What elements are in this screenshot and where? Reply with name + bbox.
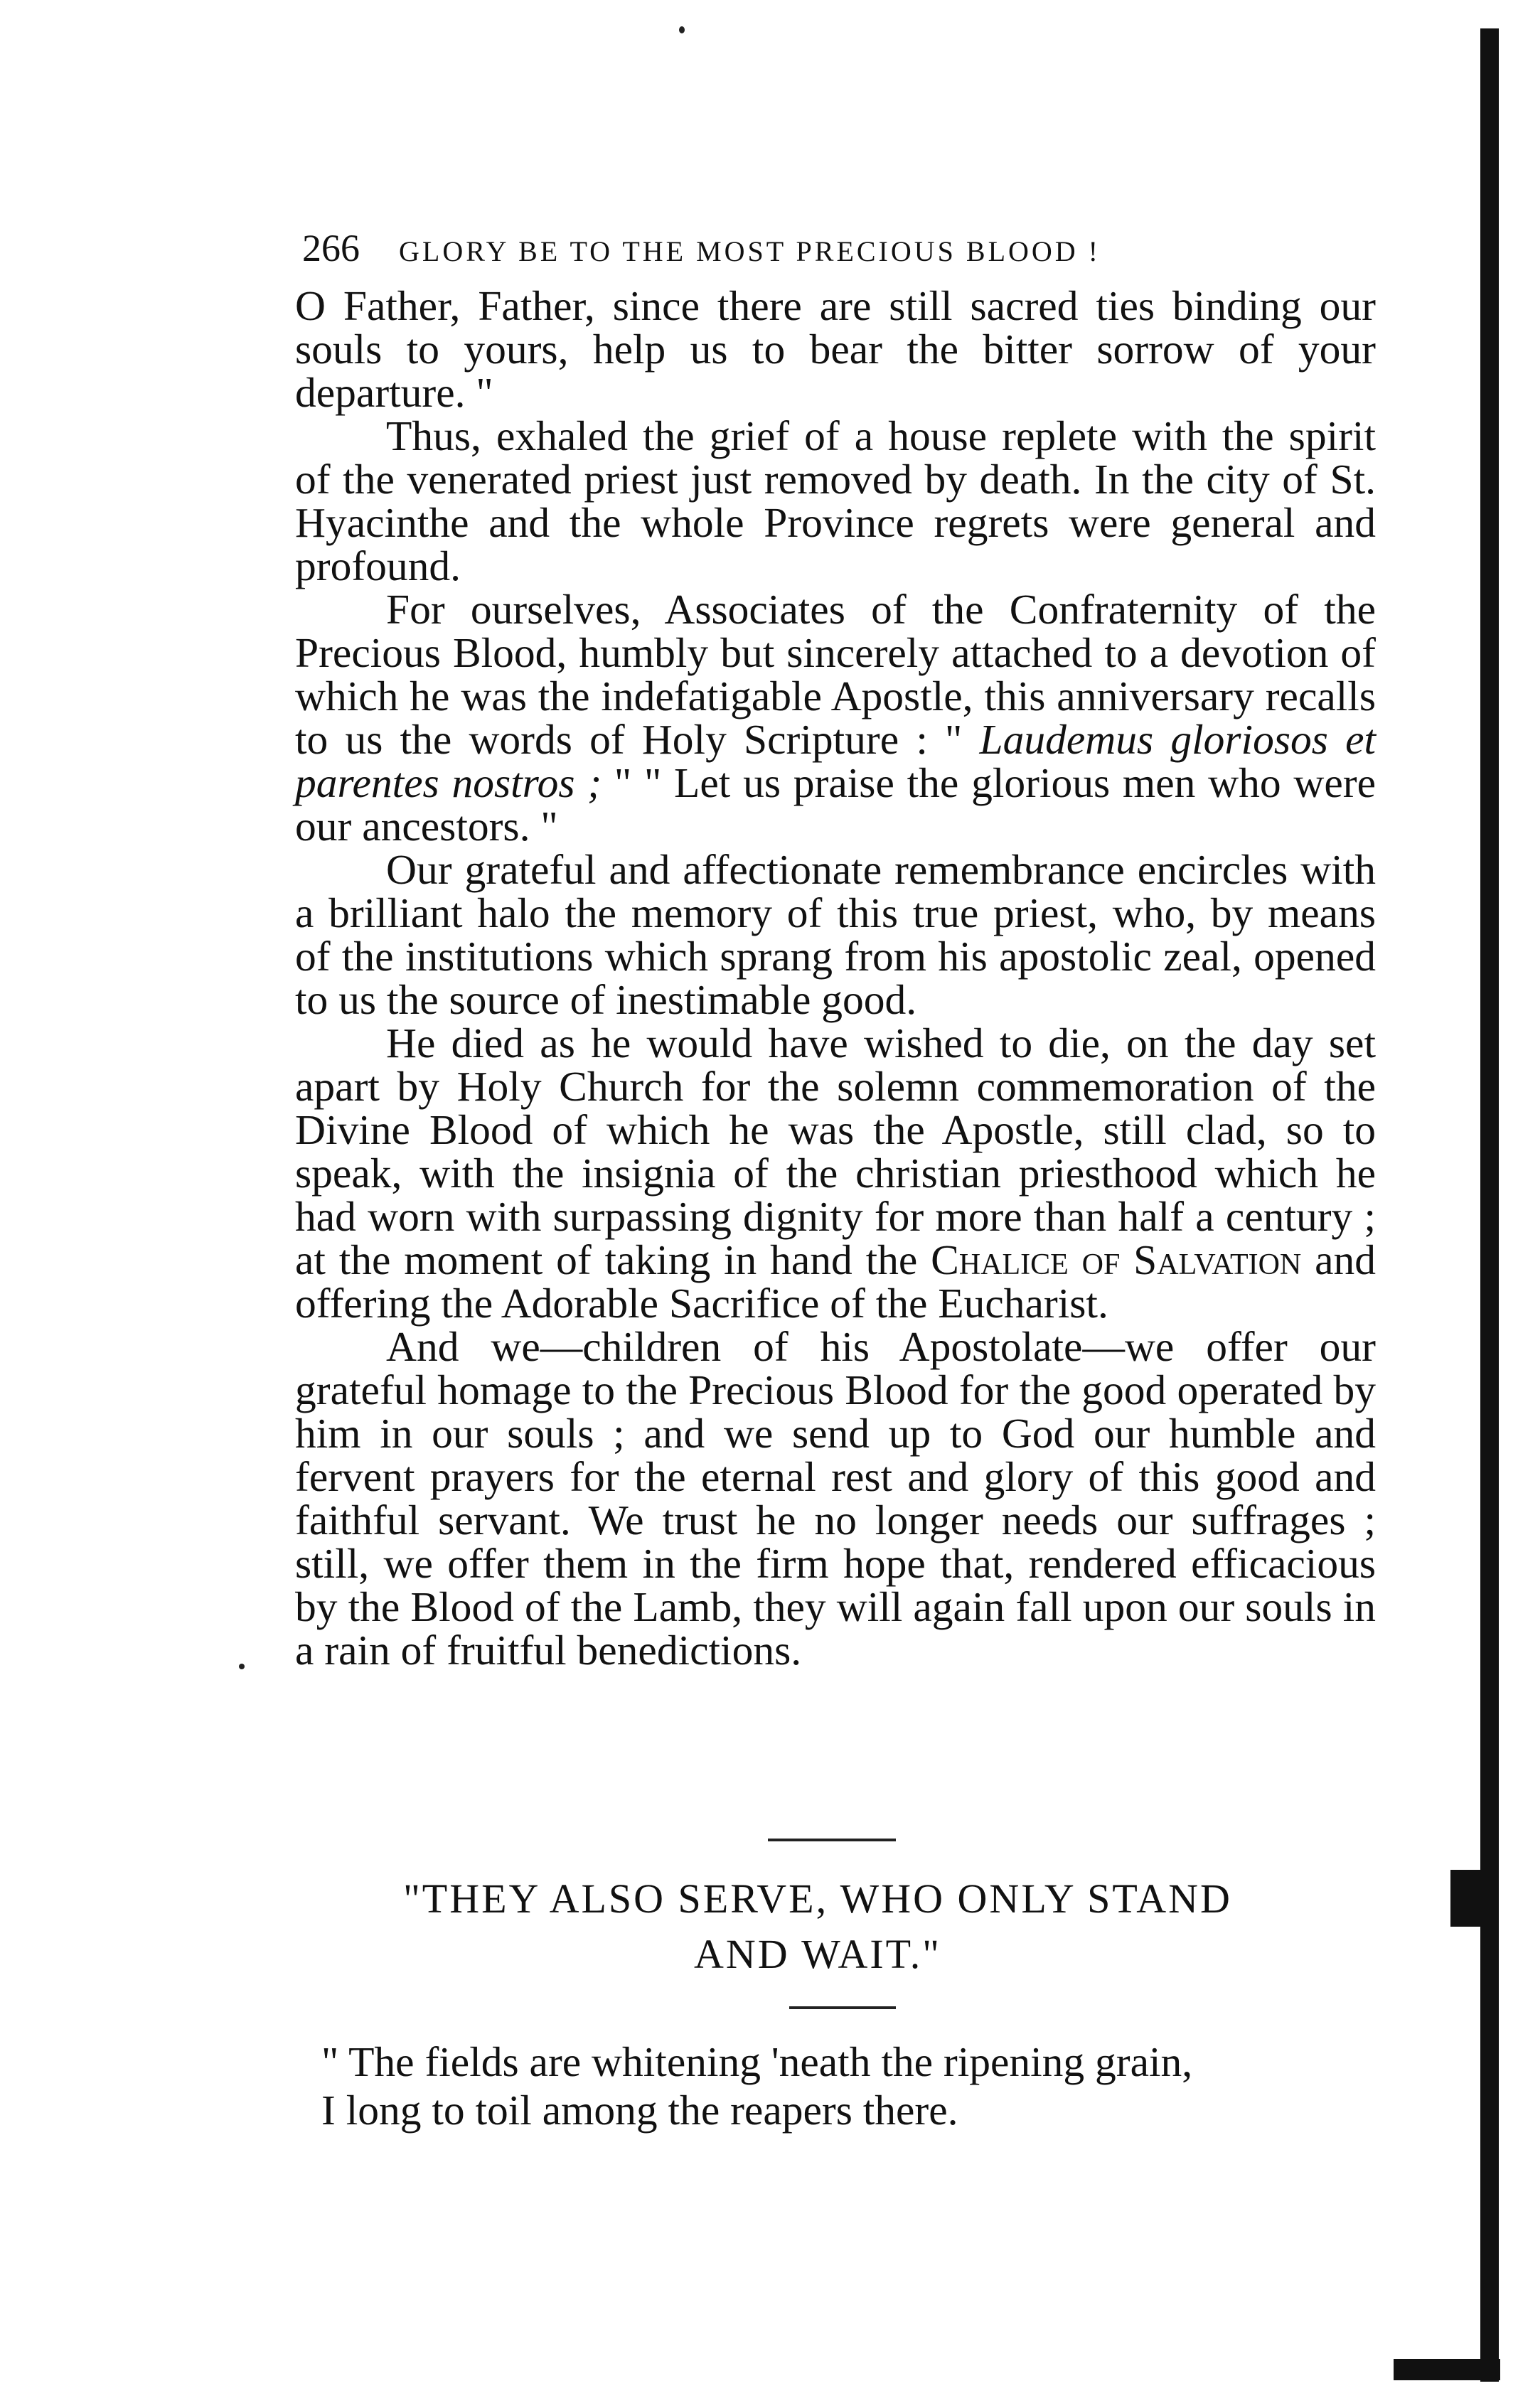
salvation-word: Salvation [1133, 1236, 1302, 1283]
paragraph-2: Thus, exhaled the grief of a house replete with the spirit of the venerated priest just removed by death. In the city of St. Hyacinthe and the whole Province regrets were general and profound. [295, 412, 1376, 589]
page-number: 266 [302, 227, 360, 269]
poem-excerpt [321, 2038, 1352, 2134]
of-word: of [1068, 1236, 1134, 1283]
paragraph-1: O Father, Father, since there are still sacred ties binding our souls to yours, help us to bear the bitter sorrow of your departure. " [295, 282, 1376, 416]
section-heading [313, 1871, 1322, 1982]
paragraph-3-intro: For ourselves, Associates of the Confraternity of the Precious Blood, humbly but sincerely attached to a devotion of which he was the indefatigable Apostle, this anniversary recalls to us the words of Holy Scripture : " [295, 586, 1376, 763]
scan-speck [679, 26, 685, 33]
running-title: GLORY BE TO THE MOST PRECIOUS BLOOD ! [399, 235, 1101, 267]
paragraph-4: Our grateful and affectionate remembrance encircles with a brilliant halo the memory of this true priest, who, by means of the institutions which sprang from his apostolic zeal, opened to us the source of inestimable good. [295, 846, 1376, 1023]
section-heading-line-1: "THEY ALSO SERVE, WHO ONLY STAND [403, 1875, 1232, 1922]
scan-speck [239, 1664, 245, 1669]
paragraph-3 [295, 588, 1376, 848]
section-rule-bottom [789, 2006, 896, 2009]
paragraph-5-main: He died as he would have wished to die, on the day set apart by Holy Church for the solemn commemoration of the Divine Blood of which he was the Apostle, still clad, so to speak, with the insignia of the christian priesthood which he had worn with surpassing dignity for more than half a century ; at the moment of taking in hand the [295, 1020, 1376, 1283]
paragraph-6: And we—children of his Apostolate—we offer our grateful homage to the Precious Blood for the good operated by him in our souls ; and we send up to God our humble and fervent prayers for the eternal rest and glory of this good and faithful servant. We trust he no longer needs our suffrages ; still, we offer them in the firm hope that, rendered efficacious by the Blood of the Lamb, they will again fall upon our souls in a rain of fruitful benedictions. [295, 1323, 1376, 1674]
poem-line-2: I long to toil among the reapers there. [321, 2087, 958, 2134]
paragraph-5 [295, 1022, 1376, 1325]
paragraph-5-end: and offering the Adorable Sacrifice of the Eucharist. [295, 1236, 1376, 1327]
poem-line-1: " The fields are whitening 'neath the ripening grain, [321, 2038, 1193, 2085]
paragraph-3-translation: " " Let us praise the glorious men who were our ancestors. " [295, 759, 1376, 850]
page-edge-shadow [1480, 28, 1499, 2382]
body-text [295, 284, 1376, 1672]
page-edge-foot [1394, 2359, 1500, 2380]
section-rule-top [768, 1839, 896, 1841]
section-heading-line-2: AND WAIT." [694, 1931, 941, 1977]
chalice-word: Chalice [931, 1236, 1069, 1283]
running-head [302, 226, 1283, 283]
page-edge-notch [1450, 1870, 1482, 1927]
latin-quotation: Laudemus gloriosos et parentes nostros ; [295, 716, 1377, 806]
